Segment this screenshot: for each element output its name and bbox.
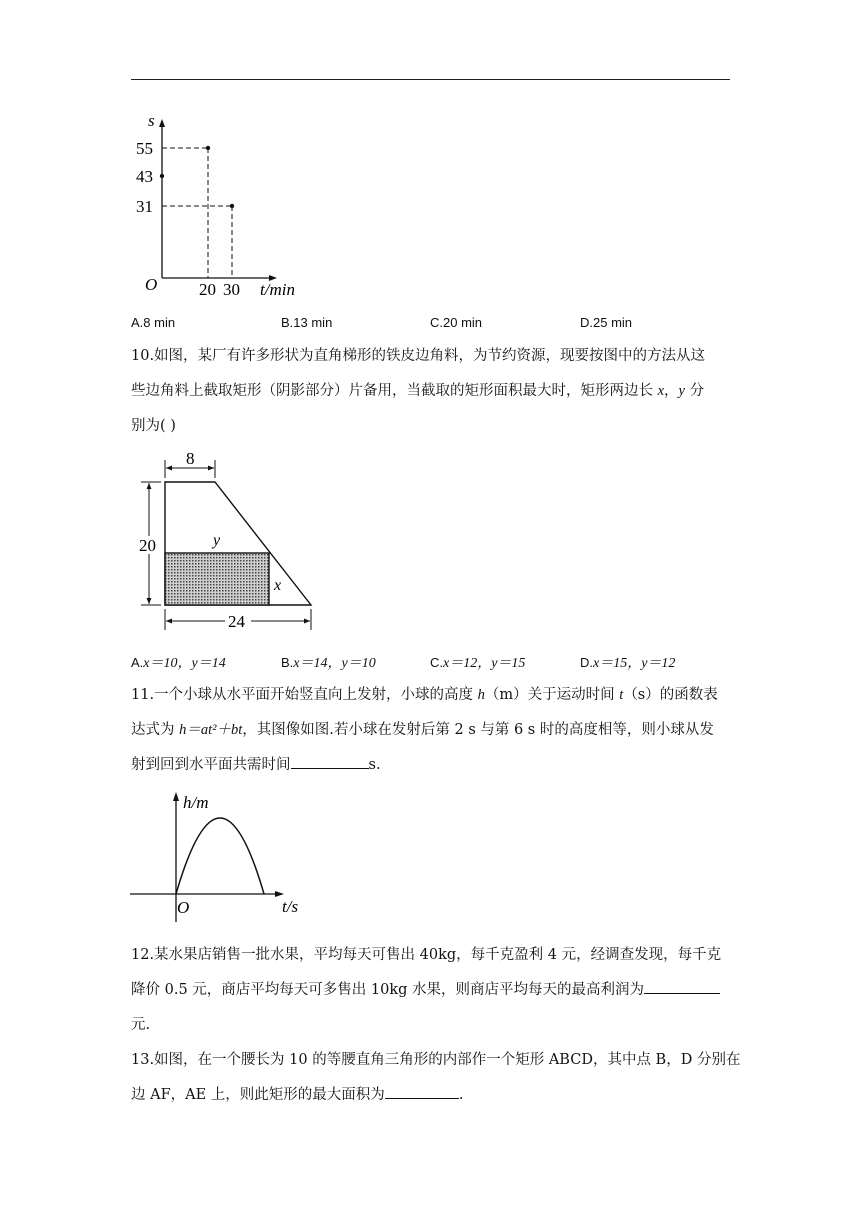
- q12-line-2: 降价 0.5 元，商店平均每天可多售出 10kg 水果，则商店平均每天的最高利润为: [131, 973, 731, 1008]
- var-y: y: [678, 383, 685, 399]
- q11-figure: [128, 786, 313, 926]
- q9-option-c: C.20 min: [430, 315, 483, 330]
- q12-text: [131, 938, 731, 1043]
- answer-blank[interactable]: [291, 754, 369, 769]
- q10-option-d: D.x＝15，y＝12: [580, 655, 676, 671]
- q12-line-1: 12.某水果店销售一批水果，平均每天可售出 40kg，每千克盈利 4 元，经调查发现，每千克: [131, 947, 722, 963]
- t-axis-label: t/s: [282, 897, 299, 916]
- q10-option-c: C.x＝12，y＝15: [430, 655, 526, 671]
- y-tick-55: 55: [136, 139, 153, 158]
- q11-line-1: 11.一个小球从水平面开始竖直向上发射，小球的高度 h（m）关于运动时间 t（s）的函数表: [131, 687, 718, 703]
- q10-line-3: 别为( ): [131, 418, 176, 434]
- x-tick-20: 20: [199, 280, 216, 299]
- shaded-rectangle: [165, 553, 269, 605]
- y-tick-31: 31: [136, 197, 153, 216]
- x-tick-30: 30: [223, 280, 240, 299]
- rect-x-label: x: [274, 577, 282, 594]
- y-tick-43: 43: [136, 167, 153, 186]
- var-x: x: [657, 383, 665, 399]
- answer-blank[interactable]: [385, 1084, 459, 1099]
- q9-figure: [130, 110, 320, 300]
- q11-line-2: 达式为 h＝at²＋bt，其图像如图.若小球在发射后第 2 s 与第 6 s 时的高度相等，则小球从发: [131, 722, 714, 738]
- q12-line-3: 元.: [131, 1017, 151, 1033]
- q10-line-2: 些边角料上截取矩形（阴影部分）片备用，当截取的矩形面积最大时，矩形两边长 x，y 分: [131, 383, 705, 399]
- q13-line-1: 13.如图，在一个腰长为 10 的等腰直角三角形的内部作一个矩形 ABCD，其中点 B，D 分别在: [131, 1052, 741, 1068]
- q11-text: [131, 678, 731, 783]
- q10-option-b: B.x＝14，y＝10: [281, 655, 376, 671]
- q10-line-1: 10.如图，某厂有许多形状为直角梯形的铁皮边角料，为节约资源，现要按图中的方法从这: [131, 348, 706, 364]
- q9-option-a: A.8 min: [131, 315, 176, 330]
- q9-option-b: B.13 min: [281, 315, 333, 330]
- q13-text: [131, 1043, 741, 1113]
- top-width-label: 8: [186, 452, 195, 468]
- header-rule: [131, 79, 730, 80]
- q9-option-d: D.25 min: [580, 315, 633, 330]
- q11-line-3: 射到回到水平面共需时间 s.: [131, 748, 731, 783]
- answer-blank[interactable]: [644, 979, 720, 994]
- q13-line-2: 边 AF，AE 上，则此矩形的最大面积为 .: [131, 1078, 731, 1113]
- rect-y-label: y: [213, 532, 221, 549]
- x-axis-label: t/min: [260, 280, 295, 299]
- q10-text: [131, 339, 731, 444]
- h-axis-label: h/m: [183, 793, 209, 812]
- y-axis-label: s: [148, 111, 155, 130]
- q10-option-a: A.x＝10，y＝14: [131, 655, 226, 671]
- bottom-width-label: 24: [228, 612, 245, 631]
- formula: h＝at²＋bt: [179, 722, 243, 738]
- q10-figure: [135, 452, 320, 634]
- origin-label: O: [177, 898, 190, 917]
- height-label: 20: [139, 536, 156, 555]
- origin-label: O: [145, 275, 158, 294]
